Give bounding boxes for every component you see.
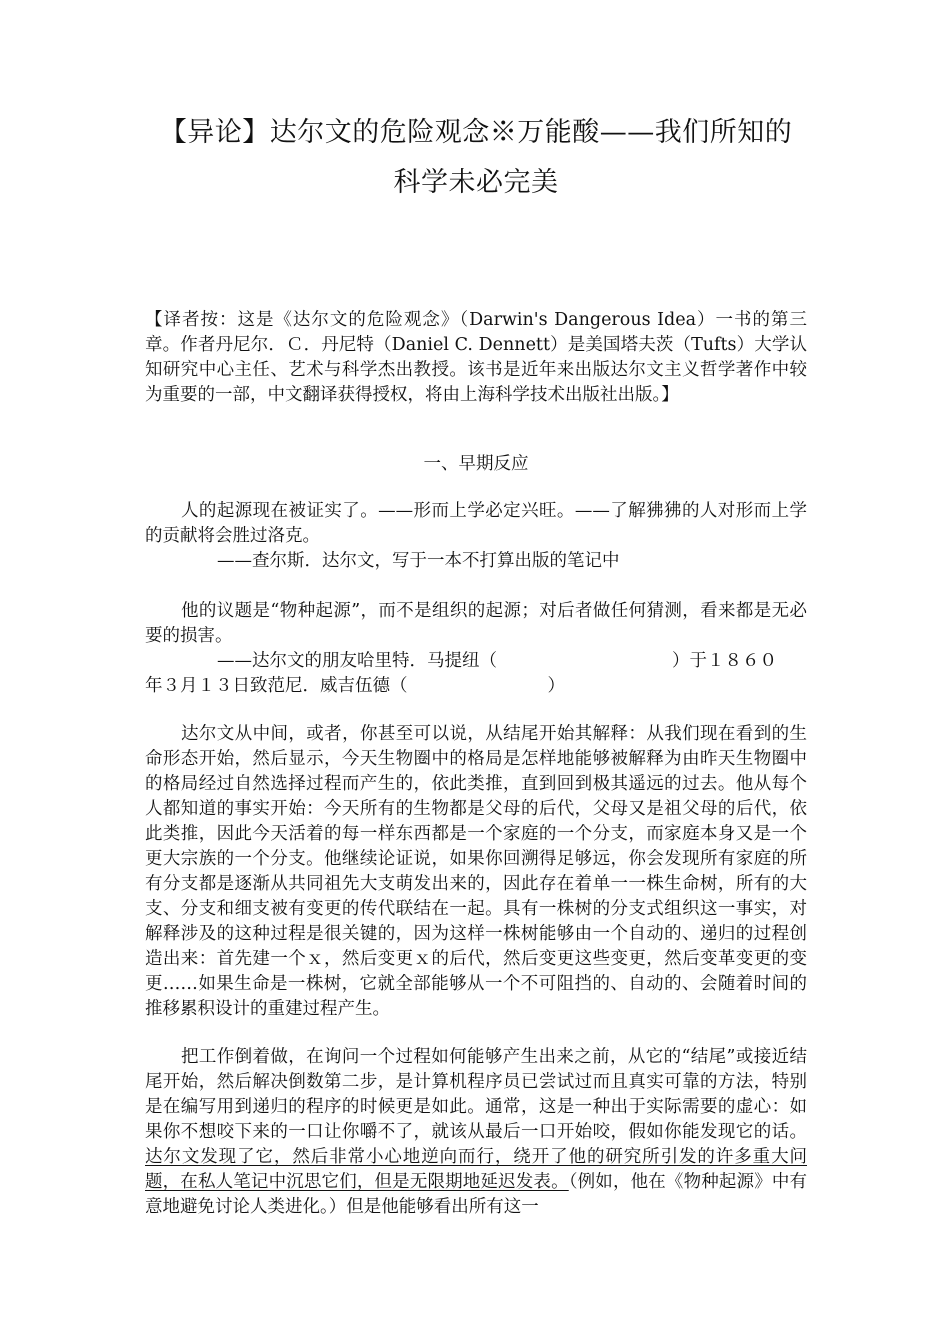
para2-underlined: 达尔文发现了它，然后非常小心地逆向而行，绕开了他的研究所引发的许多重大问题，在私人笔记中沉思它们，但是无限期地延迟发表。: [145, 1147, 807, 1192]
para2-end: （例如，他在《物种起源》中有意地避免讨论人类进化。）但是他能够看出所有这一: [145, 1172, 808, 1217]
epigraph-2-text: 他的议题是“物种起源”，而不是组织的起源；对后者做任何猜测，看来都是无必要的损害。: [145, 601, 807, 646]
epigraph-1-text: 人的起源现在被证实了。——形而上学必定兴旺。——了解狒狒的人对形而上学的贡献将会胜过洛克。: [145, 501, 807, 546]
title-line-1: 【异论】达尔文的危险观念※万能酸——我们所知的: [159, 117, 793, 148]
title-line-2: 科学未必完美: [393, 167, 559, 198]
para2-start: 把工作倒着做，在询问一个过程如何能够产生出来之前，从它的“结尾”或接近结尾开始，然后解决倒数第二步，是计算机程序员已尝试过而且真实可靠的方法，特别是在编写用到递归的程序的时候更是如此。通常，这是一种出于实际需要的虚心：如果你不想咬下来的一口让你嚼不了，就该从最后一口开始咬，假如你能发现它的话。: [145, 1047, 807, 1142]
epigraph-2-attribution-line-1: ——达尔文的朋友哈里特．马提纽（ ）于１８６０: [217, 651, 777, 671]
translator-note: 【译者按：这是《达尔文的危险观念》（Darwin's Dangerous Idea）一书的第三章。作者丹尼尔．Ｃ．丹尼特（Daniel C. Dennett）是美国塔夫茨（Tufts）大学认知研究中心主任、艺术与科学杰出教授。该书是近年来出版达尔文主义哲学著作中较为重要的一部，中文翻译获得授权，将由上海科学技术出版社出版。】: [145, 310, 807, 405]
body-paragraph-1: 达尔文从中间，或者，你甚至可以说，从结尾开始其解释：从我们现在看到的生命形态开始，然后显示，今天生物圈中的格局是怎样地能够被解释为由昨天生物圈中的格局经过自然选择过程而产生的，依此类推，直到回到极其遥远的过去。他从每个人都知道的事实开始：今天所有的生物都是父母的后代，父母又是祖父母的后代，依此类推，因此今天活着的每一样东西都是一个家庭的一个分支，而家庭本身又是一个更大宗族的一个分支。他继续论证说，如果你回溯得足够远，你会发现所有家庭的所有分支都是逐渐从共同祖先大支萌发出来的，因此存在着单一一株生命树，所有的大支、分支和细支被有变更的传代联结在一起。具有一株树的分支式组织这一事实，对解释涉及的这种过程是很关键的，因为这样一株树能够由一个自动的、递归的过程创造出来：首先建一个ｘ，然后变更ｘ的后代，然后变更这些变更，然后变革变更的变更……如果生命是一株树，它就全部能够从一个不可阻挡的、自动的、会随着时间的推移累积设计的重建过程产生。: [145, 724, 807, 1019]
section-heading: 一、早期反应: [423, 454, 529, 474]
document-title: [145, 108, 807, 208]
epigraph-1-attribution: ——查尔斯．达尔文，写于一本不打算出版的笔记中: [217, 551, 620, 571]
body-paragraph-2: [145, 1045, 807, 1220]
epigraph-2-attribution-line-2: 年３月１３日致范尼．威吉伍德（ ）: [145, 676, 565, 696]
